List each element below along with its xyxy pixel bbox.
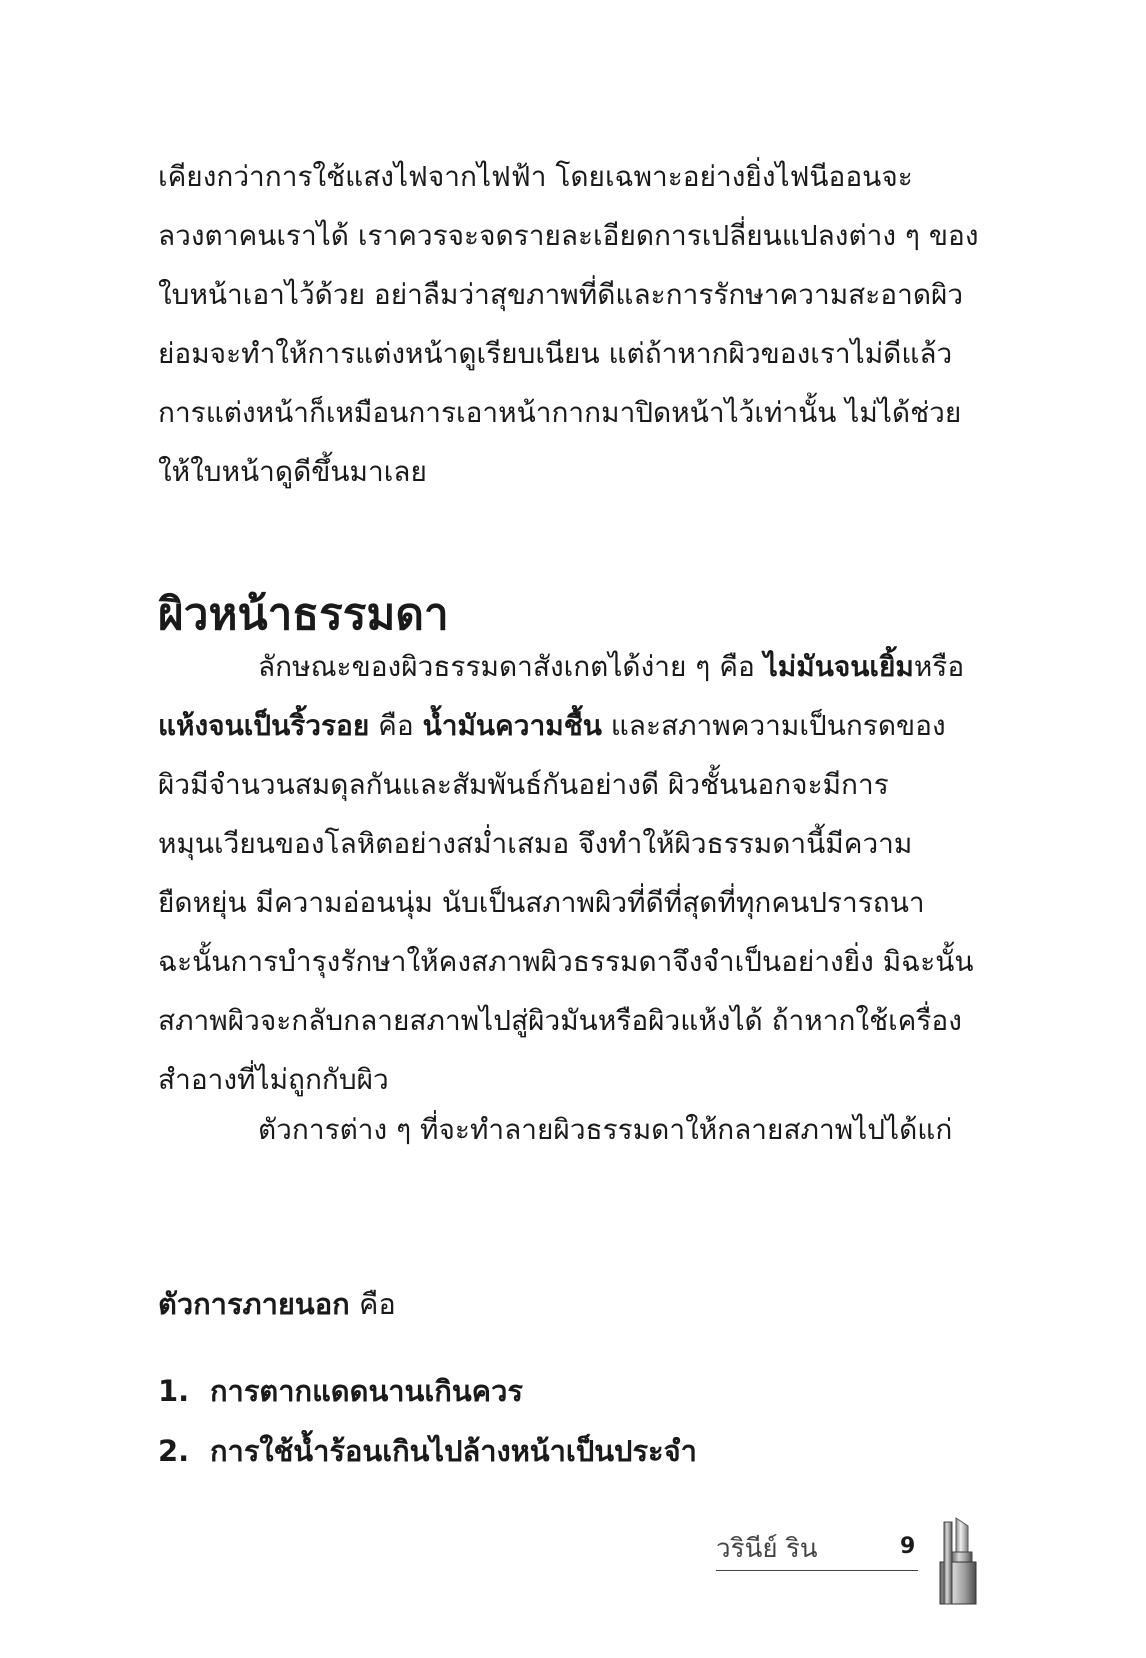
intro-line: การแต่งหน้าก็เหมือนการเอาหน้ากากมาปิดหน้าไว้เท่านั้น ไม่ได้ช่วย (158, 396, 962, 429)
page-number: 9 (900, 1534, 916, 1559)
text-run: คือ (369, 709, 423, 742)
paragraph-line: ตัวการต่าง ๆ ที่จะทำลายผิวธรรมดาให้กลายสภาพไปได้แก่ (258, 1113, 953, 1146)
list-number: 1. (158, 1374, 190, 1408)
list-item (158, 1361, 697, 1421)
paragraph-line (158, 696, 996, 755)
causes-paragraph (158, 1100, 996, 1159)
causes-list (158, 1361, 697, 1481)
paragraph-line: ฉะนั้นการบำรุงรักษาให้คงสภาพผิวธรรมดาจึงจำเป็นอย่างยิ่ง มิฉะนั้น (158, 945, 974, 978)
emphasis-text: ไม่มันจนเยิ้ม (763, 650, 914, 683)
external-causes-heading (158, 1282, 396, 1326)
subheading-rest: คือ (349, 1287, 396, 1321)
text-run: ลักษณะของผิวธรรมดาสังเกตได้ง่าย ๆ คือ (258, 650, 764, 683)
intro-line: ใบหน้าเอาไว้ด้วย อย่าลืมว่าสุขภาพที่ดีและการรักษาความสะอาดผิว (158, 278, 964, 311)
lipstick-icon (938, 1516, 978, 1606)
list-item (158, 1421, 697, 1481)
intro-line: เคียงกว่าการใช้แสงไฟจากไฟฟ้า โดยเฉพาะอย่างยิ่งไฟนีออนจะ (158, 160, 913, 193)
paragraph-line: สภาพผิวจะกลับกลายสภาพไปสู่ผิวมันหรือผิวแห้งได้ ถ้าหากใช้เครื่อง (158, 1004, 962, 1037)
emphasis-text: น้ำมันความชื้น (422, 709, 602, 742)
text-run: และสภาพความเป็นกรดของ (601, 709, 946, 742)
paragraph-line: ผิวมีจำนวนสมดุลกันและสัมพันธ์กันอย่างดี ผิวชั้นนอกจะมีการ (158, 768, 889, 801)
paragraph-line: ยืดหยุ่น มีความอ่อนนุ่ม นับเป็นสภาพผิวที่ดีที่สุดที่ทุกคนปรารถนา (158, 886, 925, 919)
list-text: การใช้น้ำร้อนเกินไปล้างหน้าเป็นประจำ (210, 1434, 697, 1468)
paragraph-line: หมุนเวียนของโลหิตอย่างสม่ำเสมอ จึงทำให้ผิวธรรมดานี้มีความ (158, 827, 913, 860)
emphasis-text: แห้งจนเป็นริ้วรอย (158, 709, 370, 742)
subheading-bold: ตัวการภายนอก (158, 1287, 350, 1321)
intro-paragraph (158, 147, 996, 501)
normal-skin-paragraph (158, 637, 996, 1109)
list-number: 2. (158, 1434, 190, 1468)
paragraph-line (158, 637, 996, 696)
list-text: การตากแดดนานเกินควร (210, 1374, 523, 1408)
footer-author: วรินีย์ ริน (716, 1532, 918, 1571)
intro-line: ลวงตาคนเราได้ เราควรจะจดรายละเอียดการเปลี่ยนแปลงต่าง ๆ ของ (158, 219, 979, 252)
text-run: หรือ (913, 650, 965, 683)
paragraph-line: สำอางที่ไม่ถูกกับผิว (158, 1063, 389, 1096)
intro-line: ให้ใบหน้าดูดีขึ้นมาเลย (158, 455, 427, 488)
intro-line: ย่อมจะทำให้การแต่งหน้าดูเรียบเนียน แต่ถ้าหากผิวของเราไม่ดีแล้ว (158, 337, 953, 370)
section-heading: ผิวหน้าธรรมดา (158, 589, 449, 640)
